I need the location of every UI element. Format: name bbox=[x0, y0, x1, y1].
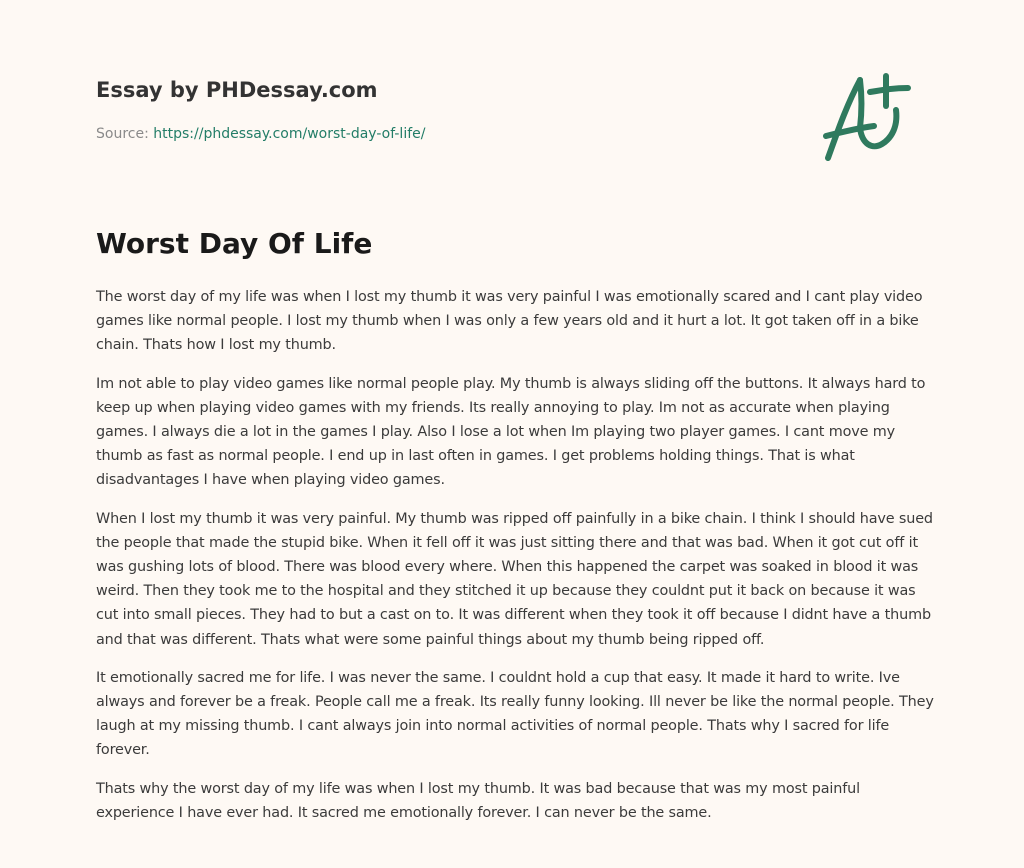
source-label: Source: bbox=[96, 126, 154, 142]
essay-paragraph: Im not able to play video games like normal people play. My thumb is always sliding off the buttons. It always hard to keep up when playing video games with my friends. Its really annoying to play. Im not as accurate when playing games. I always die a lot in the games I play. Also I lose a lot when Im playing two player games. I cant move my thumb as fast as normal people. I end up in last often in games. I get problems holding things. That is what disadvantages I have when playing video games. bbox=[96, 375, 926, 489]
a-plus-grade-icon bbox=[818, 66, 930, 166]
essay-paragraph: It emotionally sacred me for life. I was never the same. I couldnt hold a cup that easy. It made it hard to write. Ive always and forever be a freak. People call me a freak. Its really funny looking. Ill never be like the normal people. They laugh at my missing thumb. I cant always join into normal activities of normal people. Thats why I sacred for life forever. bbox=[96, 669, 934, 759]
essay-title: Worst Day Of Life bbox=[96, 227, 373, 260]
essay-paragraph: Thats why the worst day of my life was when I lost my thumb. It was bad because that was my most painful experience I have ever had. It sacred me emotionally forever. I can never be the same. bbox=[96, 780, 860, 821]
source-line bbox=[96, 124, 425, 144]
essay-header bbox=[96, 76, 425, 144]
site-title: Essay by PHDessay.com bbox=[96, 78, 378, 102]
essay-paragraph: When I lost my thumb it was very painful. My thumb was ripped off painfully in a bike chain. I think I should have sued the people that made the stupid bike. When it fell off it was just sitting there and that was bad. When it got cut off it was gushing lots of blood. There was blood every where. When this happened the carpet was soaked in blood it was weird. Then they took me to the hospital and they stitched it up because they couldnt put it back on because it was cut into small pieces. They had to but a cast on to. It was different when they took it off because I didnt have a thumb and that was different. Thats what were some painful things about my thumb being ripped off. bbox=[96, 510, 933, 648]
source-link[interactable]: https://phdessay.com/worst-day-of-life/ bbox=[153, 126, 426, 142]
essay-paragraph: The worst day of my life was when I lost my thumb it was very painful I was emotionally scared and I cant play video games like normal people. I lost my thumb when I was only a few years old and it hurt a lot. It got taken off in a bike chain. Thats how I lost my thumb. bbox=[96, 289, 923, 354]
essay-body bbox=[96, 285, 936, 839]
